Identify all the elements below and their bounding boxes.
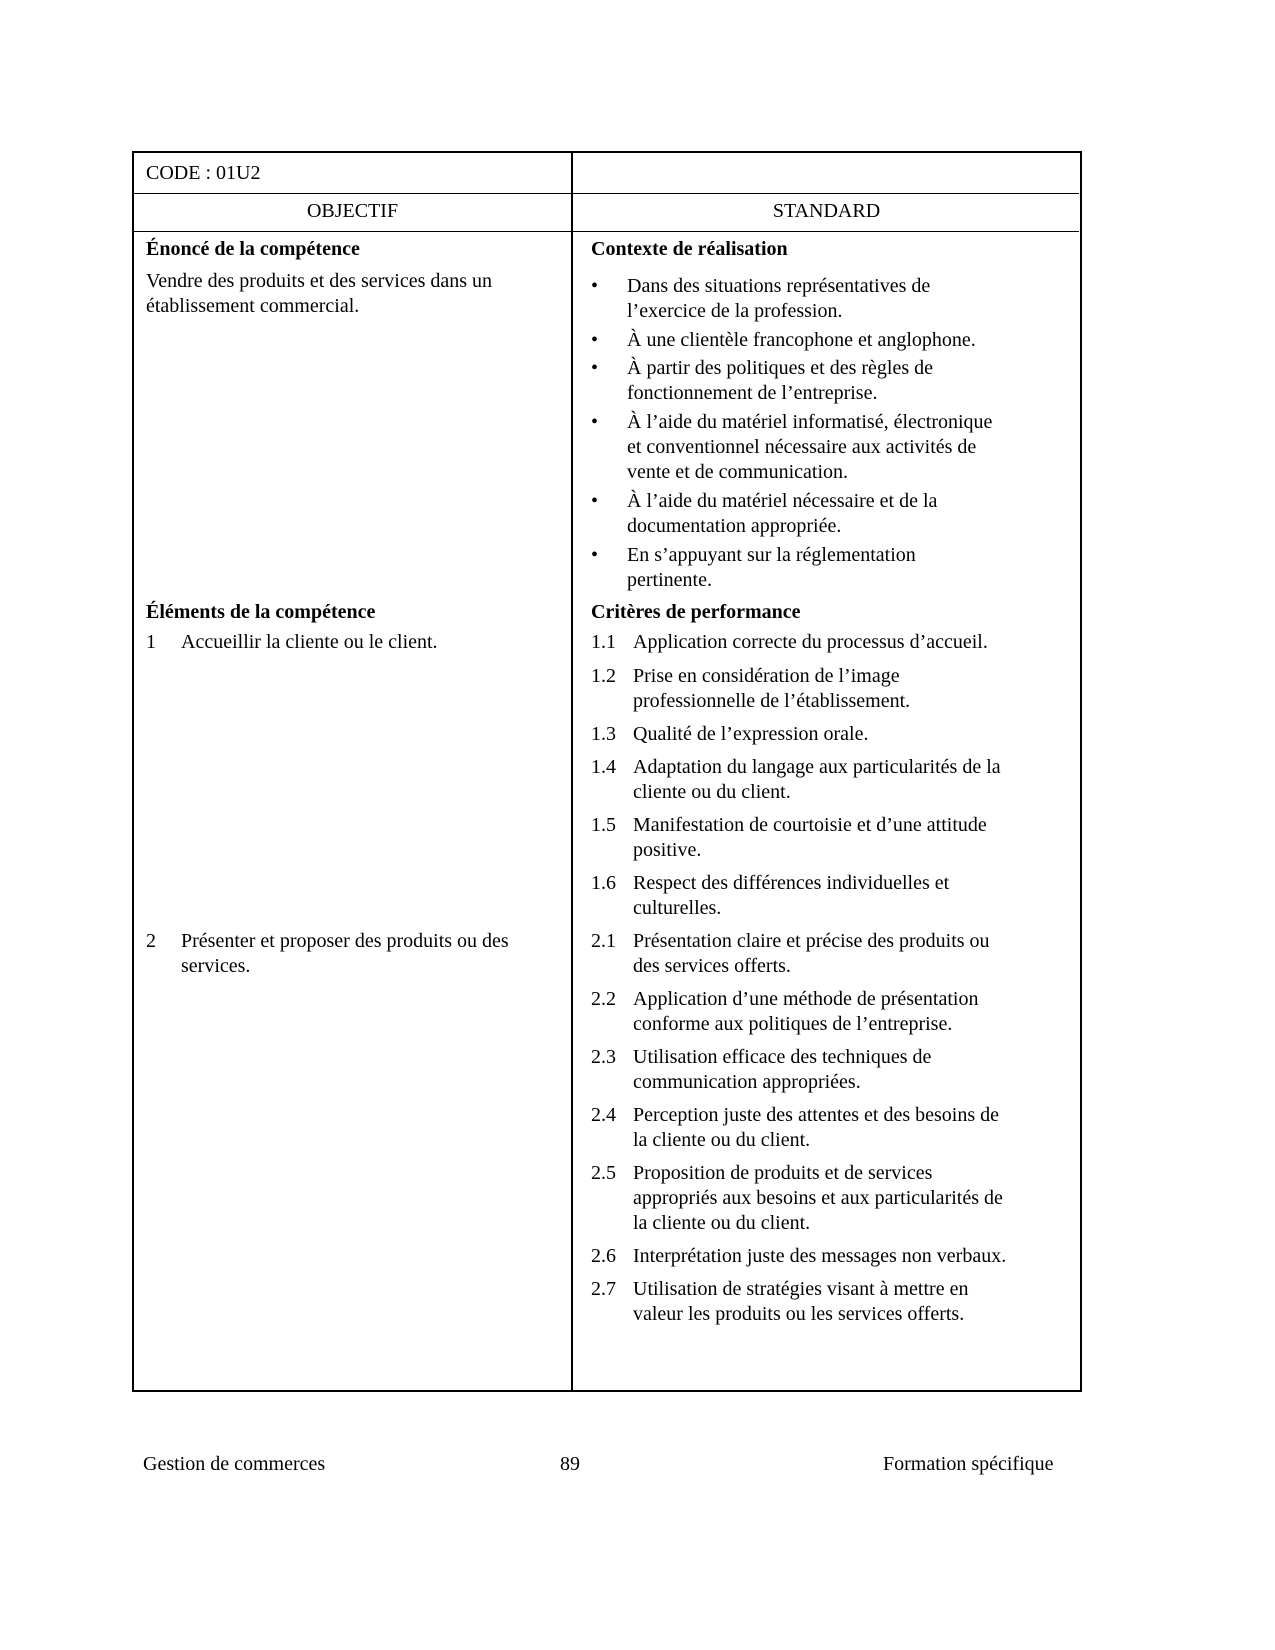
critere-number: 2.4 [591, 1104, 616, 1126]
enonce-text: Vendre des produits et des services dans un établissement commercial. [146, 270, 493, 317]
critere-number: 1.1 [591, 631, 616, 653]
element-number: 2 [146, 930, 156, 952]
row-divider [132, 231, 1079, 232]
critere-text: Utilisation efficace des techniques de communication appropriées. [633, 1046, 932, 1093]
contexte-heading: Contexte de réalisation [591, 238, 788, 260]
critere-number: 2.1 [591, 930, 616, 952]
table-border-bottom [132, 1390, 1082, 1392]
critere-text: Présentation claire et précise des produits ou des services offerts. [633, 930, 990, 977]
critere-number: 1.4 [591, 756, 616, 778]
page-number: 89 [560, 1453, 580, 1475]
critere-text: Perception juste des attentes et des besoins de la cliente ou du client. [633, 1104, 1000, 1151]
code-label: CODE : 01U2 [146, 162, 261, 184]
critere-number: 1.2 [591, 665, 616, 687]
contexte-item: À partir des politiques et des règles de fonctionnement de l’entreprise. [627, 357, 934, 404]
critere-number: 2.6 [591, 1245, 616, 1267]
column-divider [571, 151, 573, 1392]
critere-text: Manifestation de courtoisie et d’une attitude positive. [633, 814, 987, 861]
element-text: Présenter et proposer des produits ou des services. [181, 930, 509, 977]
bullet-icon: • [591, 275, 599, 297]
objectif-header: OBJECTIF [306, 200, 399, 222]
elements-heading: Éléments de la compétence [146, 601, 376, 623]
contexte-item: À l’aide du matériel informatisé, électronique et conventionnel nécessaire aux activités de vente et de communication. [627, 411, 993, 483]
enonce-heading: Énoncé de la compétence [146, 238, 360, 260]
footer-right: Formation spécifique [883, 1453, 1054, 1475]
bullet-icon: • [591, 329, 599, 351]
critere-number: 1.6 [591, 872, 616, 894]
critere-number: 2.3 [591, 1046, 616, 1068]
critere-number: 2.5 [591, 1162, 616, 1184]
standard-header: STANDARD [772, 200, 881, 222]
bullet-icon: • [591, 490, 599, 512]
critere-text: Adaptation du langage aux particularités de la cliente ou du client. [633, 756, 1001, 803]
criteres-heading: Critères de performance [591, 601, 801, 623]
element-text: Accueillir la cliente ou le client. [181, 631, 438, 653]
contexte-item: À l’aide du matériel nécessaire et de la documentation appropriée. [627, 490, 938, 537]
critere-number: 1.3 [591, 723, 616, 745]
critere-number: 2.2 [591, 988, 616, 1010]
critere-number: 1.5 [591, 814, 616, 836]
critere-text: Application correcte du processus d’accueil. [633, 631, 988, 653]
table-border-right [1080, 151, 1082, 1392]
element-number: 1 [146, 631, 156, 653]
critere-text: Prise en considération de l’image professionnelle de l’établissement. [633, 665, 911, 712]
table-border-left [132, 151, 134, 1392]
critere-text: Interprétation juste des messages non verbaux. [633, 1245, 1007, 1267]
critere-text: Utilisation de stratégies visant à mettre en valeur les produits ou les services offerts. [633, 1278, 969, 1325]
critere-text: Proposition de produits et de services appropriés aux besoins et aux particularités de la cliente ou du client. [633, 1162, 1003, 1234]
row-divider [132, 193, 1079, 194]
bullet-icon: • [591, 411, 599, 433]
table-border-top [132, 151, 1082, 153]
critere-text: Respect des différences individuelles et culturelles. [633, 872, 950, 919]
contexte-item: En s’appuyant sur la réglementation pertinente. [627, 544, 916, 591]
critere-text: Application d’une méthode de présentation conforme aux politiques de l’entreprise. [633, 988, 979, 1035]
bullet-icon: • [591, 544, 599, 566]
contexte-item: À une clientèle francophone et anglophone. [627, 329, 976, 351]
bullet-icon: • [591, 357, 599, 379]
critere-text: Qualité de l’expression orale. [633, 723, 869, 745]
critere-number: 2.7 [591, 1278, 616, 1300]
footer-left: Gestion de commerces [143, 1453, 326, 1475]
contexte-item: Dans des situations représentatives de l’exercice de la profession. [627, 275, 931, 322]
